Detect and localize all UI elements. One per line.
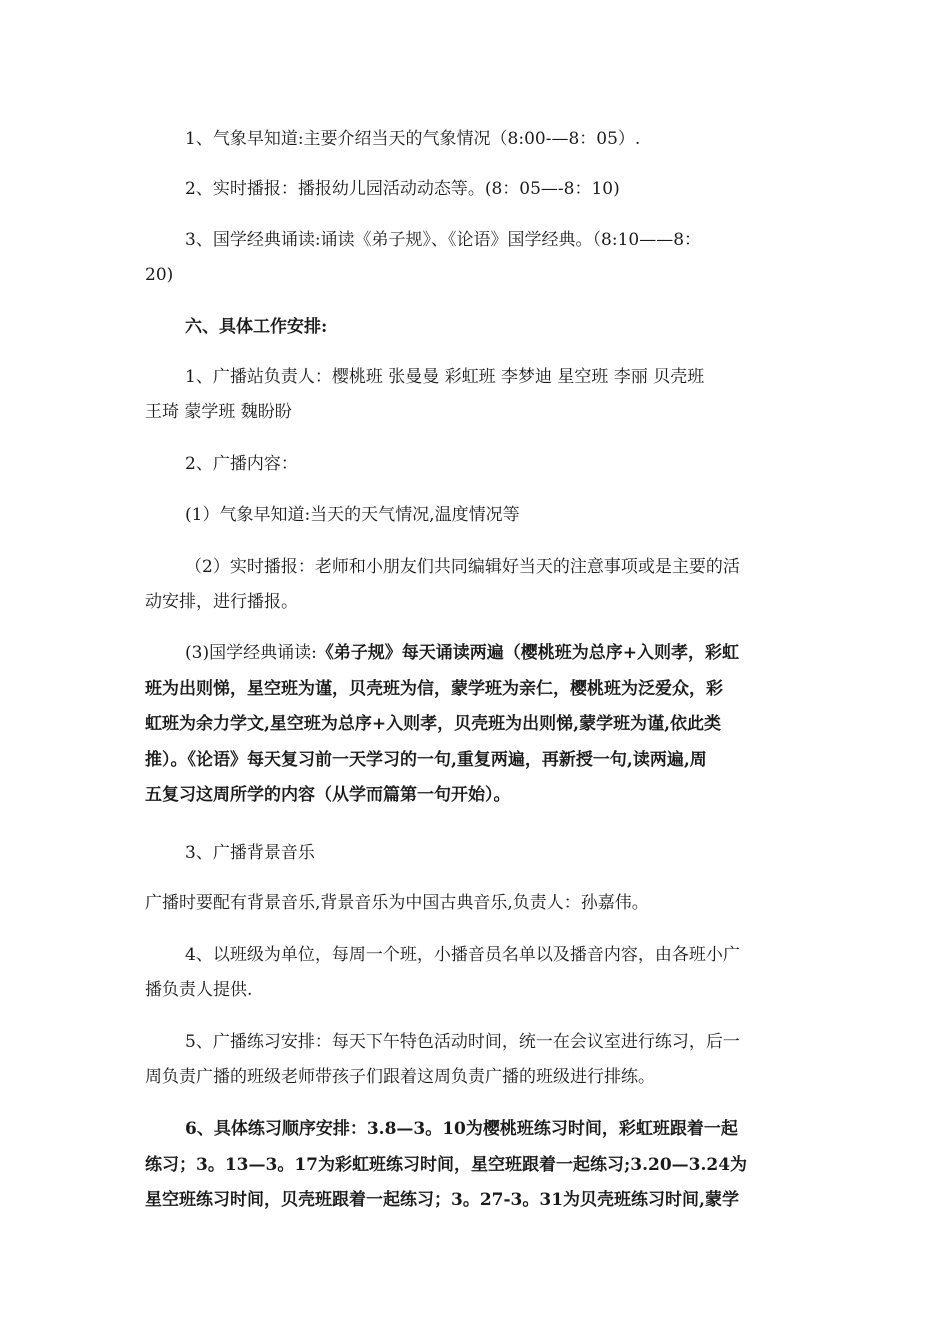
paragraph-realtime: （2）实时播报：老师和小朋友们共同编辑好当天的注意事项或是主要的活 <box>185 557 740 577</box>
paragraph-practice-cont: 周负责广播的班级老师带孩子们跟着这周负责广播的班级进行排练。 <box>145 1067 655 1087</box>
paragraph-responsible-cont: 王琦 蒙学班 魏盼盼 <box>145 402 292 422</box>
paragraph-classics-line-5: 五复习这周所学的内容（从学而篇第一句开始）。 <box>145 785 511 805</box>
paragraph-classics-line-4: 推）。《论语》每天复习前一天学习的一句,重复两遍，再新授一句,读两遍,周 <box>145 750 707 770</box>
paragraph-practice: 5、广播练习安排：每天下午特色活动时间，统一在会议室进行练习，后一 <box>185 1032 740 1052</box>
paragraph-classics-line-3: 虹班为余力学文,星空班为总序+入则孝，贝壳班为出则悌,蒙学班为谨,依此类 <box>145 714 721 734</box>
paragraph-responsible: 1、广播站负责人：樱桃班 张曼曼 彩虹班 李梦迪 星空班 李丽 贝壳班 <box>185 367 705 387</box>
schedule-item-2: 2、实时播报：播报幼儿园活动动态等。(8：05—-8：10) <box>185 179 620 199</box>
paragraph-classics-bold: 《弟子规》每天诵读两遍（樱桃班为总序+入则孝，彩虹 <box>316 643 740 663</box>
paragraph-realtime-cont: 动安排，进行播报。 <box>145 592 298 612</box>
paragraph-classics <box>185 641 739 665</box>
paragraph-classics-line-2: 班为出则悌，星空班为谨，贝壳班为信，蒙学班为亲仁，樱桃班为泛爱众，彩 <box>145 679 723 699</box>
paragraph-content: 2、广播内容： <box>185 454 298 474</box>
paragraph-music-heading: 3、广播背景音乐 <box>185 843 315 863</box>
paragraph-classics-prefix: (3)国学经典诵读: <box>185 643 317 663</box>
paragraph-class-unit-cont: 播负责人提供. <box>145 980 253 1000</box>
paragraph-weather: (1）气象早知道:当天的天气情况,温度情况等 <box>185 505 520 525</box>
paragraph-order-line-2: 练习；3。13—3。17为彩虹班练习时间，星空班跟着一起练习;3.20—3.24为 <box>145 1155 748 1175</box>
paragraph-music: 广播时要配有背景音乐,背景音乐为中国古典音乐,负责人：孙嘉伟。 <box>145 893 649 913</box>
schedule-item-1: 1、气象早知道:主要介绍当天的气象情况（8:00-—8：05）. <box>185 129 641 149</box>
paragraph-order-line-3: 星空班练习时间，贝壳班跟着一起练习；3。27-3。31为贝壳班练习时间,蒙学 <box>145 1190 739 1210</box>
schedule-item-3: 3、国学经典诵读:诵读《弟子规》、《论语》国学经典。（8:10——8： <box>185 230 702 250</box>
section-heading: 六、具体工作安排: <box>185 317 328 337</box>
paragraph-class-unit: 4、以班级为单位，每周一个班，小播音员名单以及播音内容，由各班小广 <box>185 945 740 965</box>
schedule-item-3-cont: 20) <box>145 265 174 285</box>
paragraph-order: 6、具体练习顺序安排：3.8—3。10为樱桃班练习时间，彩虹班跟着一起 <box>185 1119 738 1139</box>
